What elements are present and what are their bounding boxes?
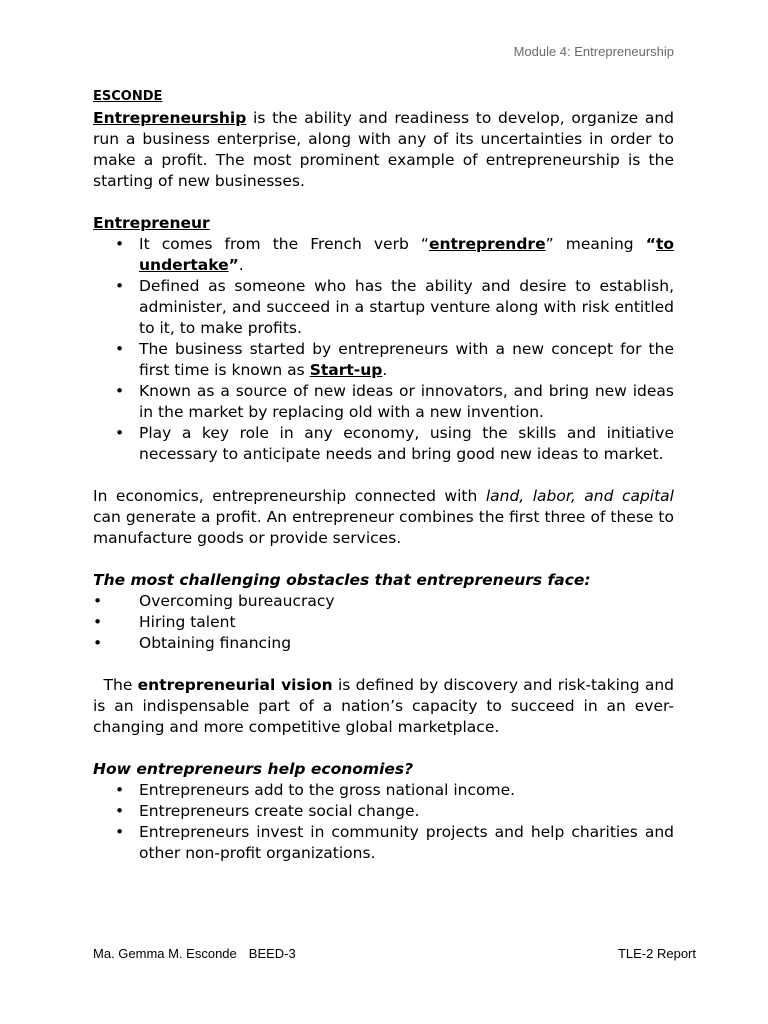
startup-term: Start-up xyxy=(309,361,383,379)
footer-report: TLE-2 Report xyxy=(617,946,696,961)
entrepreneur-heading: Entrepreneur xyxy=(93,214,210,232)
list-item: • Play a key role in any economy, using the skills and initiative necessary to anticipate needs and bring good new ideas to market. xyxy=(115,424,674,463)
bullet-icon: • xyxy=(93,634,103,652)
list-item: • The business started by entrepreneurs with a new concept for the first time is known as Start-up. xyxy=(115,340,674,379)
bullet-icon: • xyxy=(115,424,125,442)
help-list xyxy=(93,780,674,864)
list-item: • Known as a source of new ideas or innovators, and bring new ideas in the market by replacing old with a new invention. xyxy=(115,382,674,421)
document-body xyxy=(93,88,674,864)
bullet-icon: • xyxy=(115,340,125,358)
footer-course: BEED-3 xyxy=(248,946,296,961)
list-item: • Hiring talent xyxy=(93,613,236,631)
author-tag: ESCONDE xyxy=(93,89,163,104)
bullet-icon: • xyxy=(115,802,125,820)
bullet-icon: • xyxy=(115,781,125,799)
vision-paragraph: The entrepreneurial vision is defined by discovery and risk-taking and is an indispensable part of a nation’s capacity to succeed in an ever-changing and more competitive global marketplace. xyxy=(93,676,674,736)
list-item: • Overcoming bureaucracy xyxy=(93,592,335,610)
list-item: • Defined as someone who has the ability and desire to establish, administer, and succeed in a startup venture along with risk entitled to it, to make profits. xyxy=(115,277,674,337)
bullet-icon: • xyxy=(115,382,125,400)
intro-term: Entrepreneurship xyxy=(93,109,247,127)
obstacles-list xyxy=(93,591,674,654)
obstacles-heading: The most challenging obstacles that entrepreneurs face: xyxy=(93,571,591,589)
entrepreneur-list xyxy=(93,234,674,465)
list-item: • Entrepreneurs add to the gross national income. xyxy=(115,781,516,799)
bullet-icon: • xyxy=(115,235,125,253)
bullet-icon: • xyxy=(115,823,125,841)
list-item: • Obtaining financing xyxy=(93,634,292,652)
factors-of-production: land, labor, and capital xyxy=(485,487,674,505)
bullet-icon: • xyxy=(93,613,103,631)
bullet-icon: • xyxy=(115,277,125,295)
list-item: • Entrepreneurs create social change. xyxy=(115,802,420,820)
verb-meaning: to undertake xyxy=(139,235,674,274)
page-header: Module 4: Entrepreneurship xyxy=(513,44,674,59)
footer-author: Ma. Gemma M. Esconde BEED-3 xyxy=(93,946,296,961)
list-item: • It comes from the French verb “entreprendre” meaning “to undertake”. xyxy=(115,235,674,274)
intro-text: is the ability and readiness to develop, organize and run a business enterprise, along with any of its uncertainties in order to make a profit. The most prominent example of entrepreneurship is the starting of new businesses. xyxy=(93,109,674,190)
economics-paragraph: In economics, entrepreneurship connected with land, labor, and capital can generate a profit. An entrepreneur combines the first three of these to manufacture goods or provide services. xyxy=(93,487,674,547)
intro-paragraph xyxy=(93,108,674,192)
french-verb: entreprendre xyxy=(428,235,546,253)
bullet-icon: • xyxy=(93,592,103,610)
vision-term: entrepreneurial vision xyxy=(137,676,333,694)
help-heading: How entrepreneurs help economies? xyxy=(93,760,414,778)
list-item: • Entrepreneurs invest in community projects and help charities and other non-profit organizations. xyxy=(115,823,674,862)
